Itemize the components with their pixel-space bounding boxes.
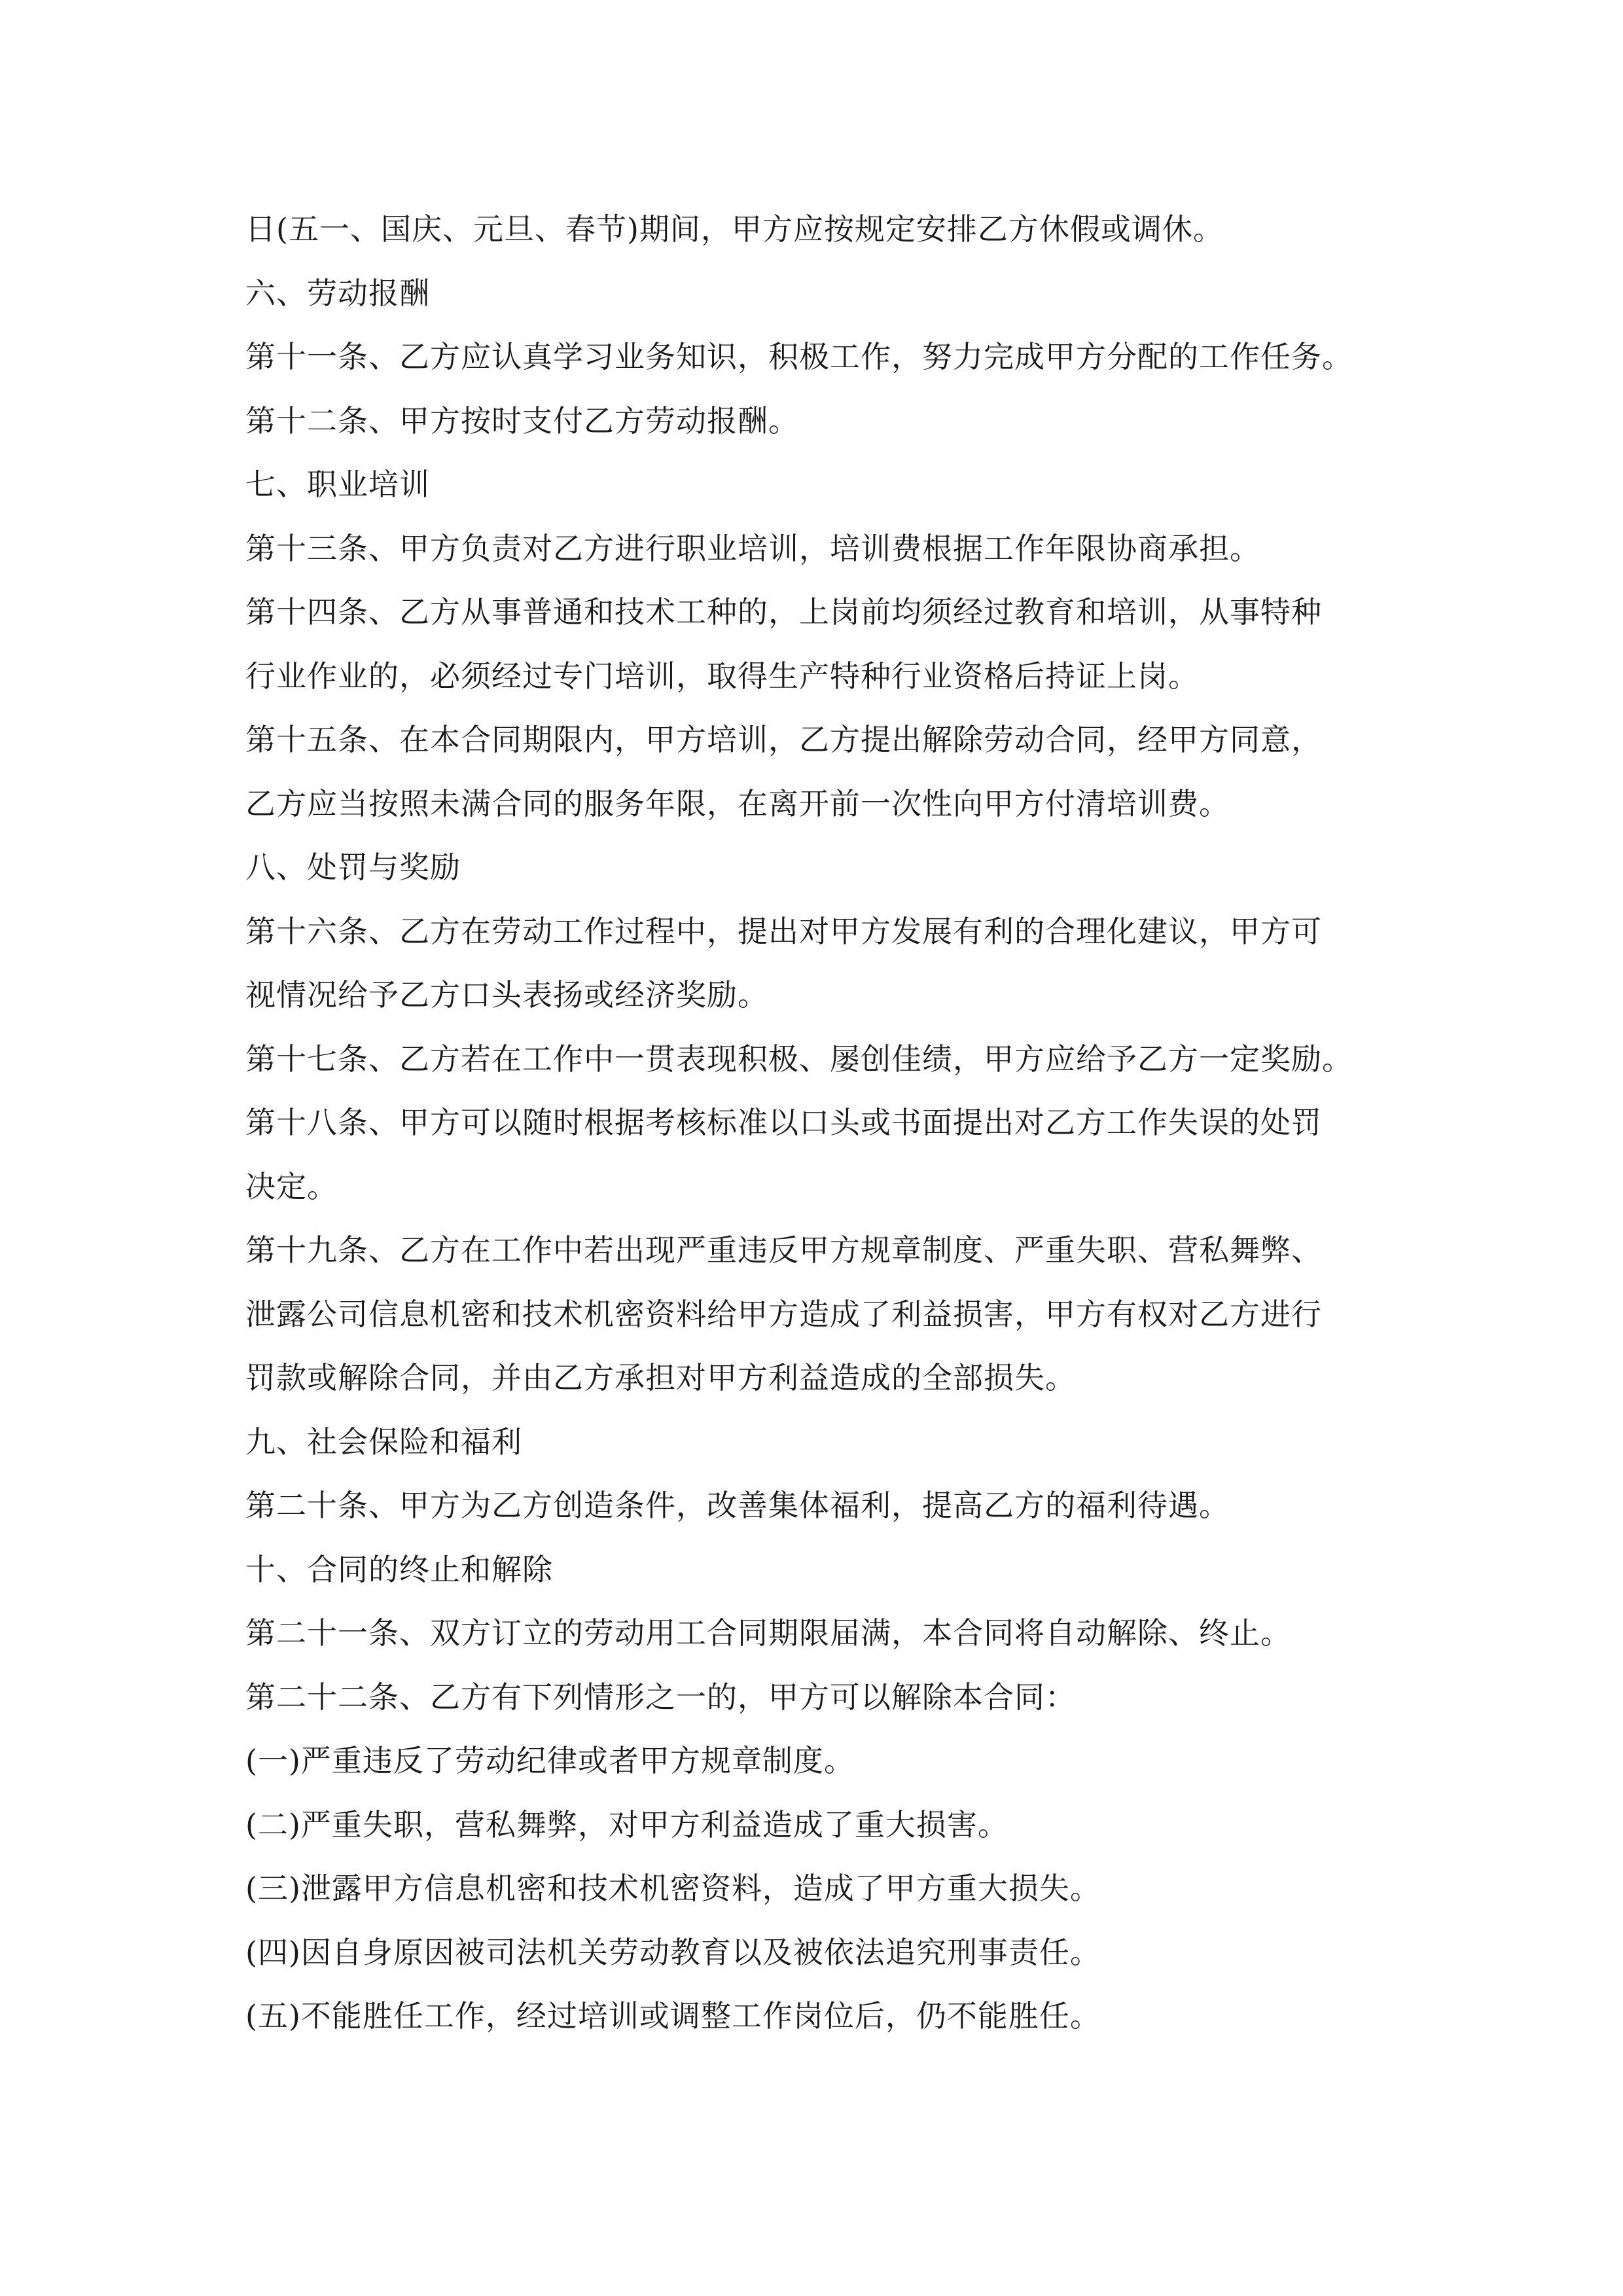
text-line: 第十五条、在本合同期限内，甲方培训，乙方提出解除劳动合同，经甲方同意， [245,722,1322,757]
list-item: (一)严重违反了劳动纪律或者甲方规章制度。 [245,1743,855,1778]
list-item: (五)不能胜任工作，经过培训或调整工作岗位后，仍不能胜任。 [245,1998,1101,2034]
text-line: 泄露公司信息机密和技术机密资料给甲方造成了利益损害，甲方有权对乙方进行 [245,1296,1322,1332]
text-line: 第十四条、乙方从事普通和技术工种的，上岗前均须经过教育和培训，从事特种 [245,594,1322,630]
text-line: 第二十二条、乙方有下列情形之一的，甲方可以解除本合同： [245,1679,1076,1715]
text-line: 第十六条、乙方在劳动工作过程中，提出对甲方发展有利的合理化建议，甲方可 [245,913,1322,949]
section-heading: 七、职业培训 [245,467,430,502]
section-heading: 九、社会保险和福利 [245,1424,522,1460]
list-item: (三)泄露甲方信息机密和技术机密资料，造成了甲方重大损失。 [245,1871,1101,1906]
text-line: 第十三条、甲方负责对乙方进行职业培训，培训费根据工作年限协商承担。 [245,530,1260,566]
section-heading: 八、处罚与奖励 [245,850,461,885]
text-line: 第二十条、甲方为乙方创造条件，改善集体福利，提高乙方的福利待遇。 [245,1488,1230,1523]
text-line: 视情况给予乙方口头表扬或经济奖励。 [245,977,768,1013]
list-item: (二)严重失职，营私舞弊，对甲方利益造成了重大损害。 [245,1806,1008,1842]
document-body [245,198,1436,2049]
text-line: 行业作业的，必须经过专门培训，取得生产特种行业资格后持证上岗。 [245,658,1199,694]
text-line: 乙方应当按照未满合同的服务年限，在离开前一次性向甲方付清培训费。 [245,785,1230,821]
text-line: 第十八条、甲方可以随时根据考核标准以口头或书面提出对乙方工作失误的处罚 [245,1105,1322,1140]
text-line: 第十九条、乙方在工作中若出现严重违反甲方规章制度、严重失职、营私舞弊、 [245,1232,1322,1268]
text-line: 日(五一、国庆、元旦、春节)期间，甲方应按规定安排乙方休假或调休。 [245,211,1224,247]
list-item: (四)因自身原因被司法机关劳动教育以及被依法追究刑事责任。 [245,1934,1101,1970]
text-line: 第二十一条、双方订立的劳动用工合同期限届满，本合同将自动解除、终止。 [245,1615,1291,1651]
text-line: 第十一条、乙方应认真学习业务知识，积极工作，努力完成甲方分配的工作任务。 [245,339,1353,374]
text-line: 罚款或解除合同，并由乙方承担对甲方利益造成的全部损失。 [245,1360,1076,1395]
text-line: 决定。 [245,1168,338,1204]
text-line: 第十二条、甲方按时支付乙方劳动报酬。 [245,403,799,439]
section-heading: 六、劳动报酬 [245,275,430,311]
text-line: 第十七条、乙方若在工作中一贯表现积极、屡创佳绩，甲方应给予乙方一定奖励。 [245,1041,1353,1077]
section-heading: 十、合同的终止和解除 [245,1551,553,1587]
